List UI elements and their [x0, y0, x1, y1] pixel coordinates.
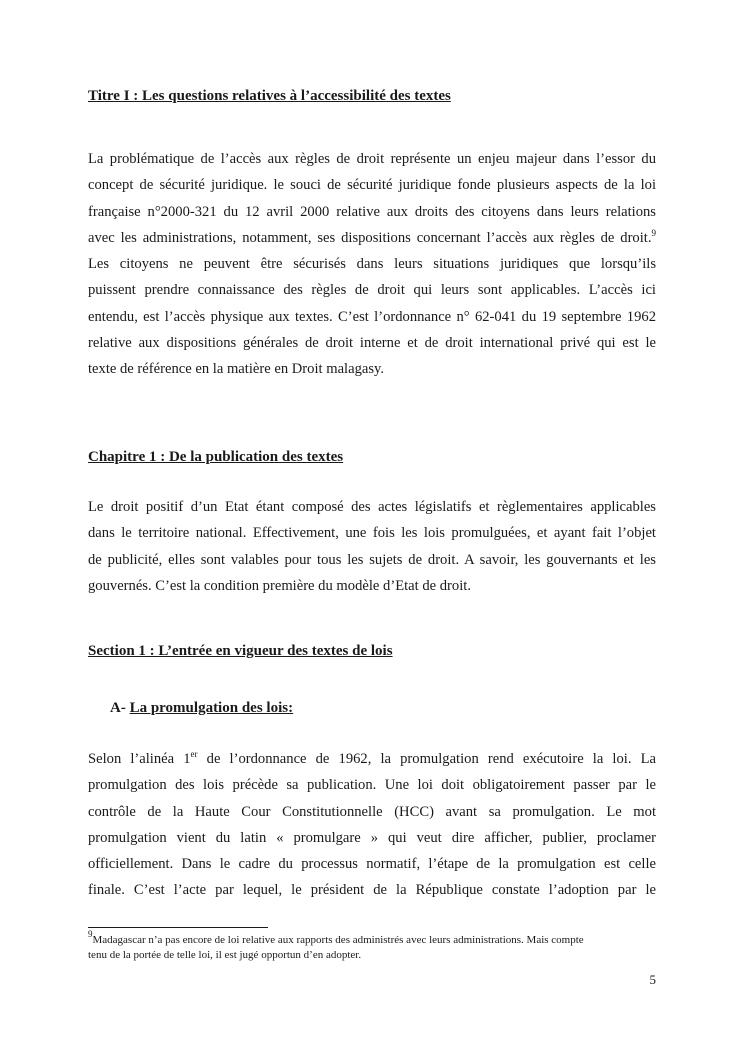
intro-line: entendu, est l’accès physique aux textes. C’est l’ordonnance n° 62-041 du 19 septembre 1962 — [88, 308, 656, 325]
chapitre-line: dans le territoire national. Effectivement, une fois les lois promulguées, et ayant fait l’objet — [88, 525, 656, 542]
ordinal-superscript: er — [190, 749, 198, 759]
footnote-line — [88, 929, 656, 948]
promulgation-line-part: de l’ordonnance de 1962, la promulgation rend exécutoire la loi. La — [197, 751, 656, 767]
promulgation-line-first — [88, 746, 656, 772]
chapitre-heading: Chapitre 1 : De la publication des textes — [88, 449, 344, 465]
intro-line-with-ref — [88, 225, 656, 251]
promulgation-line: promulgation vient du latin « promulgare » qui veut dire afficher, publier, proclamer — [88, 829, 656, 846]
footnote-number: 9 — [88, 929, 93, 939]
footnote-separator — [88, 927, 268, 928]
footnote-line: tenu de la portée de telle loi, il est jugé opportun d’en adopter. — [88, 949, 362, 961]
promulgation-line: officiellement. Dans le cadre du processus normatif, l’étape de la promulgation est celle — [88, 856, 656, 873]
intro-line: texte de référence en la matière en Droit malagasy. — [88, 361, 385, 378]
chapitre-line: Le droit positif d’un Etat étant composé des actes législatifs et règlementaires applicables — [88, 499, 656, 515]
intro-paragraph — [88, 146, 656, 383]
chapitre-line: de publicité, elles sont valables pour tous les sujets de droit. A savoir, les gouvernants et les — [88, 551, 656, 568]
promulgation-line-part: Selon l’alinéa 1 — [88, 751, 191, 767]
section-heading: Section 1 : L’entrée en vigueur des textes de lois — [88, 643, 393, 659]
footnote-text: Madagascar n’a pas encore de loi relative aux rapports des administrés avec leurs administrations. Mais compte — [92, 934, 584, 946]
intro-line: La problématique de l’accès aux règles de droit représente un enjeu majeur dans l’essor du — [88, 151, 656, 167]
chapitre-line: gouvernés. C’est la condition première du modèle d’Etat de droit. — [88, 577, 471, 594]
page-number: 5 — [649, 972, 656, 987]
subsection-heading — [110, 700, 293, 717]
intro-line: concept de sécurité juridique. le souci de sécurité juridique fonde plusieurs aspects de la loi — [88, 177, 656, 194]
intro-line: française n°2000-321 du 12 avril 2000 relative aux droits des citoyens dans leurs relations — [88, 203, 656, 220]
intro-line: Les citoyens ne peuvent être sécurisés dans leurs situations juridiques que lorsqu’ils — [88, 256, 656, 273]
promulgation-line: promulgation des lois précède sa publication. Une loi doit obligatoirement passer par le — [88, 777, 656, 794]
intro-line: avec les administrations, notamment, ses dispositions concernant l’accès aux règles de droit. — [88, 229, 652, 246]
intro-line: relative aux dispositions générales de droit interne et de droit international privé qui est le — [88, 335, 656, 352]
titre-heading: Titre I : Les questions relatives à l’accessibilité des textes — [88, 88, 451, 104]
footnote — [88, 929, 656, 963]
promulgation-line: contrôle de la Haute Cour Constitutionnelle (HCC) avant sa promulgation. Le mot — [88, 803, 656, 820]
subsection-marker: A- — [110, 700, 126, 716]
promulgation-paragraph — [88, 746, 656, 904]
promulgation-line: finale. C’est l’acte par lequel, le président de la République constate l’adoption par le — [88, 882, 656, 899]
footnote-reference: 9 — [651, 227, 656, 238]
subsection-label: La promulgation des lois: — [129, 700, 294, 716]
chapitre-paragraph — [88, 494, 656, 599]
intro-line: puissent prendre connaissance des règles de droit qui leurs sont applicables. L’accès ici — [88, 282, 656, 299]
